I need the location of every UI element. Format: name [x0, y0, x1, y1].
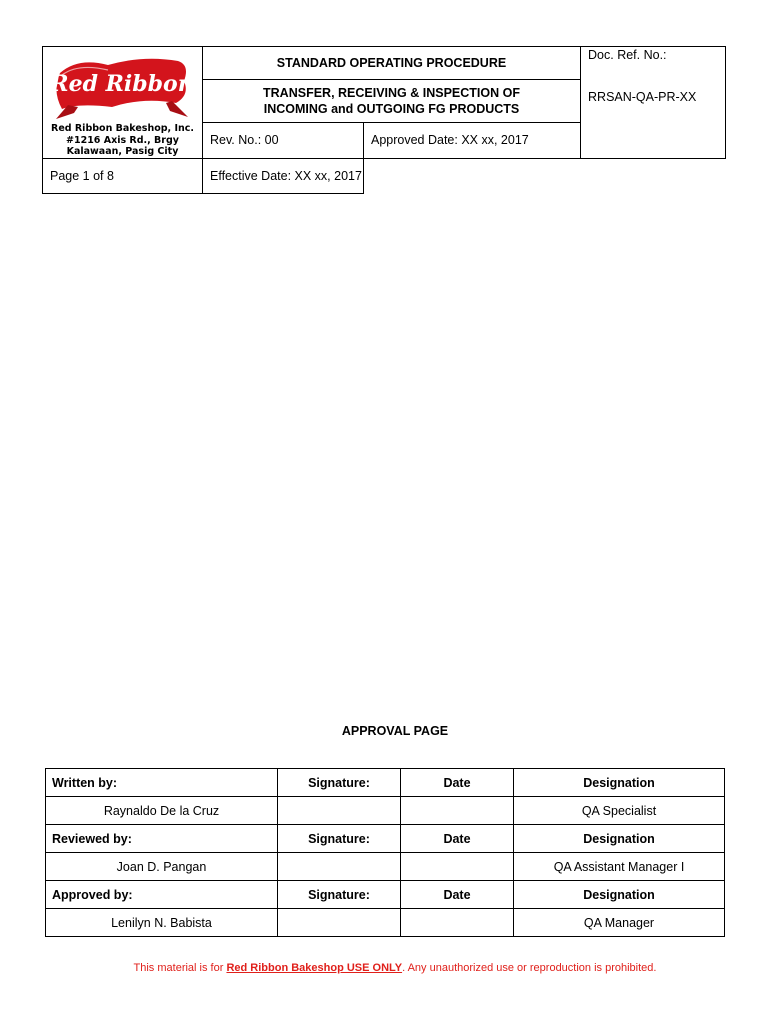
signatory-name: Lenilyn N. Babista [46, 909, 278, 937]
company-address-line1: #1216 Axis Rd., Brgy [66, 134, 179, 146]
sop-subtitle-line1: TRANSFER, RECEIVING & INSPECTION OF [263, 86, 520, 101]
red-ribbon-logo [43, 51, 202, 123]
footer-emphasis: Red Ribbon Bakeshop USE ONLY [226, 962, 403, 974]
approval-page-title: APPROVAL PAGE [341, 724, 449, 738]
signatory-name: Joan D. Pangan [46, 853, 278, 881]
date-field [401, 909, 514, 937]
document-header-table [42, 46, 726, 194]
company-name: Red Ribbon Bakeshop, Inc. [51, 123, 194, 134]
sop-subtitle [203, 80, 581, 123]
approval-header-row [46, 881, 725, 909]
sop-title: STANDARD OPERATING PROCEDURE [203, 47, 581, 80]
designation-label: Designation [514, 825, 725, 853]
signature-field [278, 909, 401, 937]
sop-subtitle-line2: INCOMING and OUTGOING FG PRODUCTS [263, 102, 520, 117]
page-number: Page 1 of 8 [43, 158, 203, 193]
rev-no: Rev. No.: 00 [203, 122, 364, 158]
logo-cell [43, 47, 203, 159]
approved-date: Approved Date: XX xx, 2017 [364, 122, 581, 158]
doc-ref-cell [581, 47, 726, 159]
signature-label: Signature: [278, 881, 401, 909]
company-address-line2: Kalawaan, Pasig City [66, 146, 179, 157]
signatory-designation: QA Manager [514, 909, 725, 937]
signature-field [278, 853, 401, 881]
signature-label: Signature: [278, 825, 401, 853]
approval-value-row [46, 853, 725, 881]
role-label: Approved by: [46, 881, 278, 909]
role-label: Reviewed by: [46, 825, 278, 853]
date-label: Date [401, 881, 514, 909]
approval-header-row [46, 825, 725, 853]
signature-field [278, 797, 401, 825]
svg-text:Red Ribbon: Red Ribbon [49, 71, 194, 97]
signatory-designation: QA Specialist [514, 797, 725, 825]
approval-header-row [46, 769, 725, 797]
date-label: Date [401, 769, 514, 797]
role-label: Written by: [46, 769, 278, 797]
footer-suffix: . Any unauthorized use or reproduction is prohibited. [402, 962, 657, 974]
footer-disclaimer [0, 962, 768, 974]
date-label: Date [401, 825, 514, 853]
approval-value-row [46, 797, 725, 825]
date-field [401, 853, 514, 881]
effective-date: Effective Date: XX xx, 2017 [203, 158, 364, 193]
signatory-name: Raynaldo De la Cruz [46, 797, 278, 825]
doc-ref-label: Doc. Ref. No.: [588, 48, 667, 62]
designation-label: Designation [514, 769, 725, 797]
designation-label: Designation [514, 881, 725, 909]
approval-table [45, 768, 725, 937]
signatory-designation: QA Assistant Manager I [514, 853, 725, 881]
signature-label: Signature: [278, 769, 401, 797]
date-field [401, 797, 514, 825]
approval-value-row [46, 909, 725, 937]
ribbon-logo-icon [48, 51, 198, 121]
doc-ref-value: RRSAN-QA-PR-XX [588, 90, 697, 104]
footer-prefix: This material is for [133, 962, 227, 974]
